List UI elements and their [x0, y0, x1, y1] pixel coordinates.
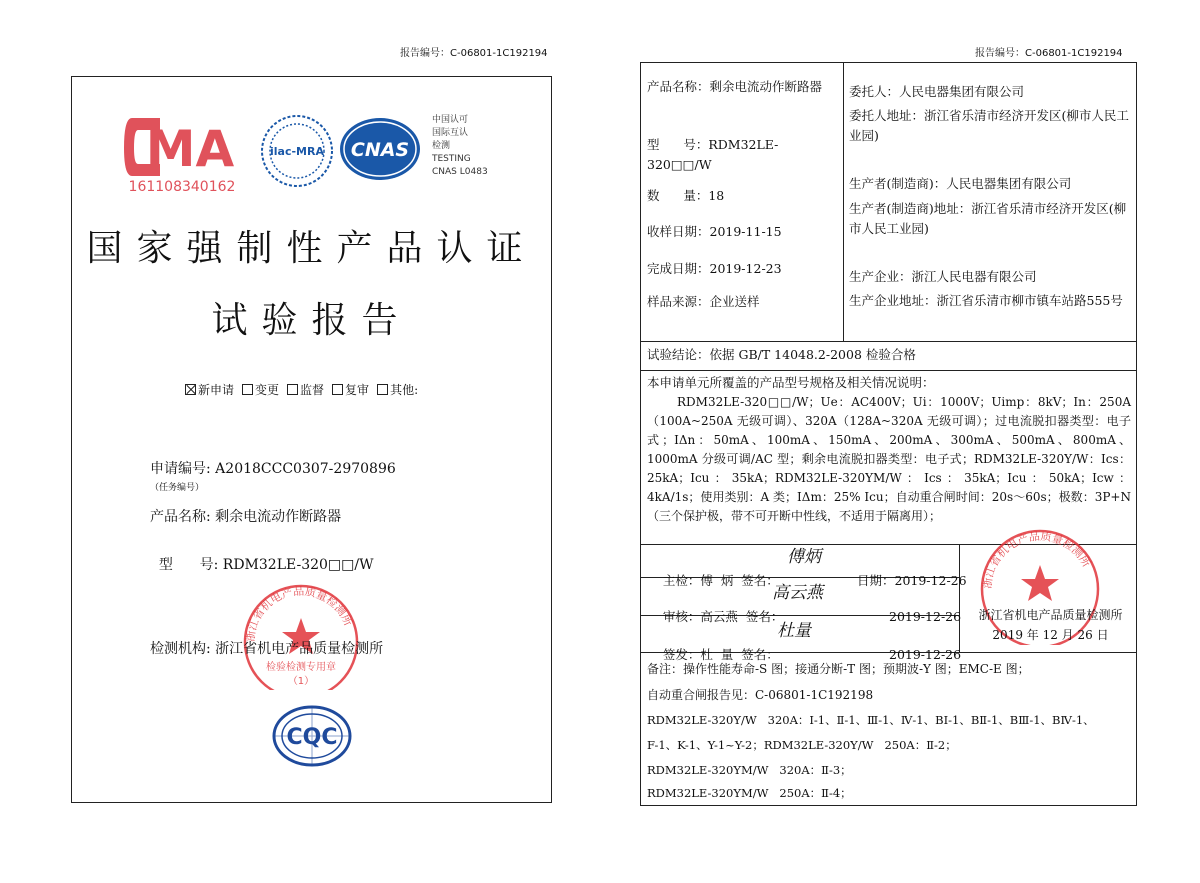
manufacturer-address-cell: 生产者(制造商)地址：浙江省乐清市经济开发区(柳市人民工业园) [849, 201, 1127, 236]
svg-text:检验检测专用章: 检验检测专用章 [266, 662, 336, 673]
stamp-organization: 浙江省机电产品质量检测所 [978, 608, 1123, 622]
product-name-value: 剩余电流动作断路器 [215, 509, 342, 525]
notes-line: 自动重合闸报告见：C-06801-1C192198 [647, 688, 874, 702]
notes-line: RDM32LE-320YM/W 320A：Ⅱ-3； [647, 763, 852, 777]
table-rule [641, 341, 1136, 342]
report-info-table [640, 62, 1137, 806]
cnas-logo-text: CNAS [350, 139, 410, 161]
signature-handwriting: 高云燕 [772, 583, 823, 603]
application-type-options [185, 381, 418, 398]
option-label: 其他: [390, 383, 419, 397]
report-title-line-2: 试验报告 [211, 300, 412, 341]
client-address-cell: 委托人地址：浙江省乐清市经济开发区(柳市人民工业园) [849, 108, 1129, 143]
option-label: 监督 [300, 383, 325, 397]
svg-text:（1）: （1） [287, 676, 315, 687]
field-label: 型 号: [158, 557, 219, 573]
checkbox-supervision [287, 384, 298, 395]
product-name-cell: 产品名称：剩余电流动作断路器 [647, 79, 823, 94]
report-title-line-1: 国家强制性产品认证 [86, 228, 537, 269]
model-value: RDM32LE-320□□/W [222, 557, 374, 573]
application-number-row [150, 458, 396, 478]
left-official-stamp [236, 580, 366, 690]
cqc-logo-text: CQC [286, 725, 338, 750]
table-rule [641, 370, 1136, 371]
factory-cell: 生产企业：浙江人民电器有限公司 [849, 269, 1037, 284]
cqc-logo [270, 705, 354, 767]
application-number-value: A2018CCC0307-2970896 [215, 461, 396, 477]
notes-line: F-1、K-1、Y-1~Y-2；RDM32LE-320Y/W 250A：Ⅱ-2； [647, 738, 957, 752]
model-cell: 型 号：RDM32LE-320□□/W [647, 137, 779, 172]
checkbox-new-application [185, 384, 196, 395]
signature-handwriting: 杜量 [777, 621, 811, 641]
notes-line: RDM32LE-320Y/W 320A：Ⅰ-1、Ⅱ-1、Ⅲ-1、Ⅳ-1、BⅠ-1、BⅡ-1、BⅢ-1、BⅣ-1、 [647, 713, 1095, 727]
checkbox-change [242, 384, 253, 395]
signature-row-reviewer: 审核：高云燕 签名： 高云燕 2019-12-26 [662, 583, 962, 624]
table-rule [843, 63, 844, 341]
client-cell: 委托人：人民电器集团有限公司 [849, 84, 1025, 99]
model-row [150, 538, 374, 574]
option-label: 新申请 [198, 383, 235, 397]
checkbox-other [377, 384, 388, 395]
svg-text:浙江省机电产品质量检测所: 浙江省机电产品质量检测所 [243, 584, 355, 643]
field-label: 申请编号: [150, 461, 211, 477]
signature-row-approver: 签发：杜 量 签名： 杜量 2019-12-26 [662, 621, 962, 662]
notes-line: 备注：操作性能寿命-S 图；接通分断-T 图；预期波-Y 图；EMC-E 图； [647, 662, 1030, 676]
complete-date-cell: 完成日期：2019-12-23 [647, 261, 782, 276]
cma-logo [120, 110, 245, 195]
field-label: 产品名称: [150, 509, 211, 525]
ilac-logo-text: ilac-MRA [270, 145, 324, 158]
cnas-logo [338, 115, 423, 183]
testing-lab-value: 浙江省机电产品质量检测所 [215, 641, 384, 657]
scope-title: 本申请单元所覆盖的产品型号规格及相关情况说明： [647, 375, 935, 390]
factory-address-cell: 生产企业地址：浙江省乐清市柳市镇车站路555号 [849, 293, 1123, 308]
sample-source-cell: 样品来源：企业送样 [647, 294, 760, 309]
right-report-number: 报告编号：C-06801-1C192194 [975, 48, 1123, 59]
signature-handwriting: 傅炳 [787, 547, 821, 567]
ilac-mra-logo [258, 112, 336, 190]
task-number-label: （任务编号） [150, 483, 205, 493]
notes-line: RDM32LE-320YM/W 250A：Ⅱ-4； [647, 786, 852, 800]
option-label: 变更 [255, 383, 280, 397]
manufacturer-cell: 生产者(制造商)：人民电器集团有限公司 [849, 176, 1072, 191]
checkbox-review [332, 384, 343, 395]
table-rule [959, 544, 960, 652]
scope-description: RDM32LE-320□□/W；Ue：AC400V；Ui：1000V；Uimp：8kV；In：250A（100A~250A 无级可调）、320A（128A~320A 无级可调）；过电流脱扣器类型：电子式；IΔn：50mA、100mA、150mA、200mA、300mA、500mA、800mA、1000mA 分级可调/AC 型；剩余电流脱扣器类型：电子式；RDM32LE-320Y/W：Ics：25kA；Icu：35kA；RDM32LE-320YM/W：Ics：35kA；Icu：50kA；Icw：4kA/1s；使用类别：A 类；IΔm：25% Icu；自动重合闸时间：20s～60s；极数：3P+N（三个保护极，带不可开断中性线，不适用于隔离用）； [647, 395, 1131, 523]
product-name-row [150, 506, 341, 526]
field-label: 检测机构: [150, 641, 211, 657]
stamp-date: 2019 年 12 月 26 日 [992, 628, 1109, 642]
cma-logo-text: MA [145, 120, 235, 178]
testing-lab-row [150, 638, 383, 658]
svg-text:浙江省机电产品质量检测所: 浙江省机电产品质量检测所 [980, 529, 1094, 590]
option-label: 复审 [345, 383, 370, 397]
cnas-side-text: 中国认可 国际互认 检测 TESTING CNAS L0483 [432, 115, 488, 177]
receipt-date-cell: 收样日期：2019-11-15 [647, 224, 782, 239]
signature-row-inspector: 主检：傅 炳 签名： 傅炳 日期：2019-12-26 [662, 547, 967, 588]
cma-number: 161108340162 [128, 179, 236, 195]
left-report-number: 报告编号：C-06801-1C192194 [400, 48, 548, 59]
test-conclusion: 试验结论：依据 GB/T 14048.2-2008 检验合格 [647, 347, 916, 362]
quantity-cell: 数 量：18 [647, 188, 725, 203]
